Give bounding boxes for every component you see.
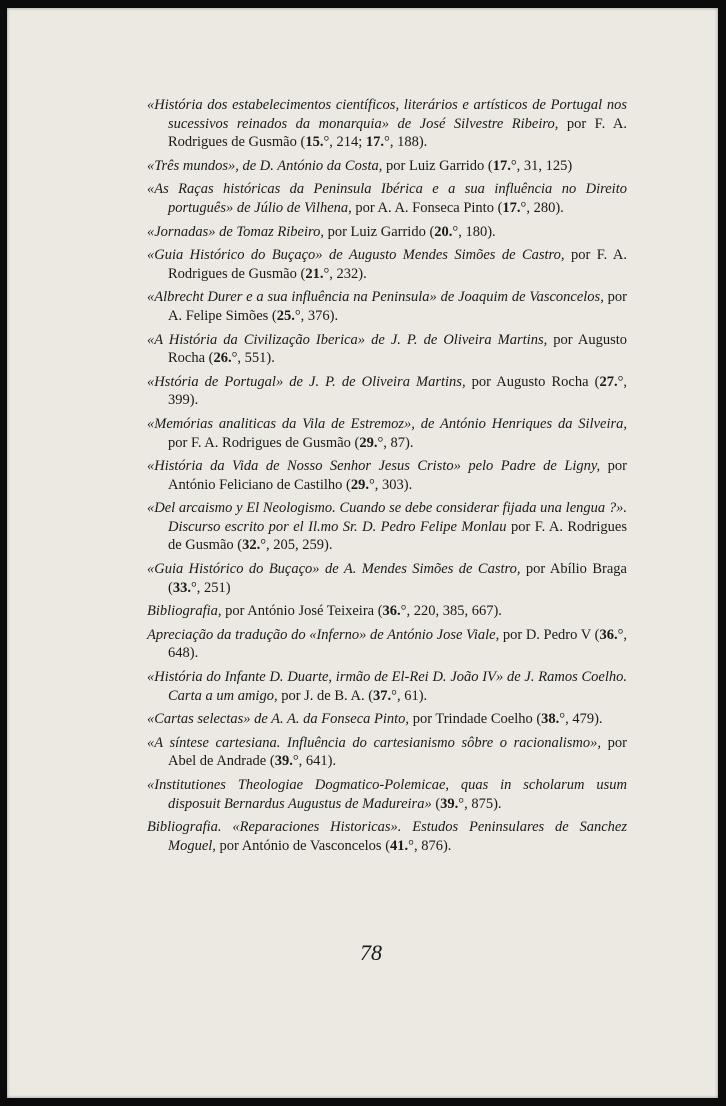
entry-reviewer: por Augusto Rocha ( (168, 331, 627, 367)
entry-volume: 29. (359, 434, 378, 451)
bibliography-entry (147, 457, 627, 494)
entry-title: «Albrecht Durer e a sua influência na Peninsula» de Joaquim de Vasconcelos, (147, 289, 604, 306)
entry-volume: 29. (350, 476, 369, 493)
entry-volume: 37. (373, 687, 392, 704)
entry-reviewer: por Luiz Garrido ( (382, 157, 493, 174)
bibliography-entry (147, 246, 627, 283)
entry-volume: 33. (172, 579, 191, 596)
bibliography-list (147, 96, 627, 860)
entry-volume: 17. (502, 199, 521, 216)
page-number: 78 (360, 940, 382, 965)
entry-title: «Guia Histórico do Buçaço» de A. Mendes Simões de Castro, (147, 561, 521, 578)
entry-volume: 27. (599, 373, 618, 390)
entry-reviewer: por D. Pedro V ( (499, 626, 600, 643)
bibliography-entry (147, 710, 627, 729)
entry-pages: °, 641). (292, 753, 337, 770)
bibliography-entry (147, 415, 627, 452)
entry-title: «Hstória de Portugal» de J. P. de Oliveira Martins, (147, 373, 466, 390)
bibliography-entry (147, 499, 627, 555)
entry-pages: °, 551). (231, 350, 275, 367)
entry-reviewer: por A. A. Fonseca Pinto ( (351, 199, 503, 216)
entry-volume: 36. (599, 626, 618, 643)
entry-title: «Três mundos», de D. António da Costa, (147, 157, 383, 174)
entry-title: «História dos estabelecimentos científicos, literários e artísticos de Portugal nos sucessivos reinados da monarquia» de José Silvestre Ribeiro, (147, 97, 627, 132)
bibliography-entry (147, 180, 627, 217)
entry-pages: °, 220, 385, 667). (400, 603, 502, 620)
bibliography-entry (147, 373, 627, 410)
entry-title: «História da Vida de Nosso Senhor Jesus Cristo» pelo Padre de Ligny, (147, 458, 601, 475)
entry-title: «A síntese cartesiana. Influência do cartesianismo sôbre o racionalismo», (147, 734, 602, 751)
entry-pages: °, 875). (458, 795, 502, 812)
bibliography-entry (147, 223, 627, 242)
bibliography-entry (147, 288, 627, 325)
entry-title: «A História da Civilização Iberica» de J. P. de Oliveira Martins, (147, 331, 548, 348)
entry-reviewer: por A. Felipe Simões ( (168, 289, 627, 324)
entry-pages: °, 205, 259). (260, 537, 333, 554)
entry-pages: °, 214; (323, 134, 366, 151)
entry-title: Apreciação da tradução do «Inferno» de António Jose Viale, (147, 626, 500, 643)
entry-pages: °, 31, 125) (510, 157, 573, 174)
entry-title: Bibliografia. «Reparaciones Historicas». Estudos Peninsulares de Sanchez Moguel, (147, 819, 627, 854)
entry-title: «As Raças históricas da Peninsula Ibérica e a sua influência no Direito português» de Júlio de Vilhena, (147, 181, 627, 216)
entry-reviewer: por António Feliciano de Castilho ( (168, 458, 627, 493)
entry-title: «Del arcaismo y El Neologismo. Cuando se debe considerar fijada una lengua ?». Discurso escrito por el Il.mo Sr. D. Pedro Felipe Monlau (147, 500, 627, 535)
entry-volume: 41. (390, 837, 409, 854)
page-sheet (7, 8, 718, 1098)
entry-pages: °, 180). (452, 223, 496, 240)
entry-volume: 38. (541, 711, 560, 728)
bibliography-entry (147, 734, 627, 771)
bibliography-entry (147, 331, 627, 368)
entry-volume: 15. (305, 134, 324, 151)
entry-reviewer: por F. A. Rodrigues de Gusmão ( (168, 518, 627, 554)
entry-reviewer: por Trindade Coelho ( (409, 711, 542, 728)
entry-reviewer: por F. A. Rodrigues de Gusmão ( (168, 115, 627, 151)
entry-pages: °, 280). (520, 199, 564, 216)
entry-pages: °, 876). (408, 837, 452, 854)
entry-pages: °, 61). (391, 687, 428, 704)
entry-volume: 39. (274, 753, 293, 770)
entry-volume: 39. (440, 795, 459, 812)
bibliography-entry (147, 776, 627, 813)
entry-pages: °, 479). (559, 711, 603, 728)
entry-reviewer: por Augusto Rocha ( (465, 373, 600, 390)
entry-volume: 32. (242, 537, 261, 554)
bibliography-entry (147, 560, 627, 597)
entry-volume: 25. (276, 307, 295, 324)
entry-volume-2: 17. (365, 134, 385, 151)
entry-reviewer: ( (431, 795, 441, 812)
entry-title: «História do Infante D. Duarte, irmão de El-Rei D. João IV» de J. Ramos Coelho. Carta a um amigo, (147, 669, 627, 704)
entry-volume: 26. (213, 350, 232, 367)
entry-title: Bibliografia, (147, 603, 222, 620)
bibliography-entry (147, 96, 627, 152)
entry-volume: 36. (382, 603, 401, 620)
entry-reviewer: por Abel de Andrade ( (168, 734, 627, 770)
entry-reviewer: por F. A. Rodrigues de Gusmão ( (168, 247, 628, 282)
entry-pages: °, 376). (294, 307, 339, 324)
entry-reviewer: por Abílio Braga ( (168, 561, 627, 596)
entry-title: «Jornadas» de Tomaz Ribeiro, (147, 223, 324, 240)
entry-title: «Memórias analiticas da Vila de Estremoz», de António Henriques da Silveira, (147, 415, 627, 432)
bibliography-entry (147, 602, 627, 621)
bibliography-entry (147, 157, 627, 176)
entry-title: «Institutiones Theologiae Dogmatico-Polemicae, quas in scholarum usum disposuit Bernardus Augustus de Madureira» (147, 777, 627, 812)
entry-title: «Cartas selectas» de A. A. da Fonseca Pinto, (147, 711, 410, 728)
entry-pages: °, 87). (377, 434, 414, 451)
entry-volume: 17. (492, 157, 511, 174)
entry-pages: °, 303). (368, 476, 413, 493)
bibliography-entry (147, 668, 627, 705)
entry-reviewer: por António José Teixeira ( (221, 603, 383, 620)
entry-reviewer: por F. A. Rodrigues de Gusmão ( (168, 434, 360, 451)
entry-pages: °, 399). (168, 373, 627, 409)
entry-volume: 20. (434, 223, 453, 240)
entry-title: «Guia Histórico do Buçaço» de Augusto Mendes Simões de Castro, (147, 247, 565, 264)
entry-pages: °, 648). (168, 626, 628, 662)
entry-reviewer: por António de Vasconcelos ( (215, 837, 391, 854)
entry-reviewer: por J. de B. A. ( (277, 687, 374, 704)
entry-pages: °, 232). (323, 265, 367, 282)
bibliography-entry (147, 626, 627, 663)
entry-reviewer: por Luiz Garrido ( (323, 223, 435, 240)
entry-pages-2: °, 188). (384, 134, 428, 151)
entry-volume: 21. (305, 265, 324, 282)
entry-pages: °, 251) (190, 579, 231, 596)
bibliography-entry (147, 818, 627, 855)
